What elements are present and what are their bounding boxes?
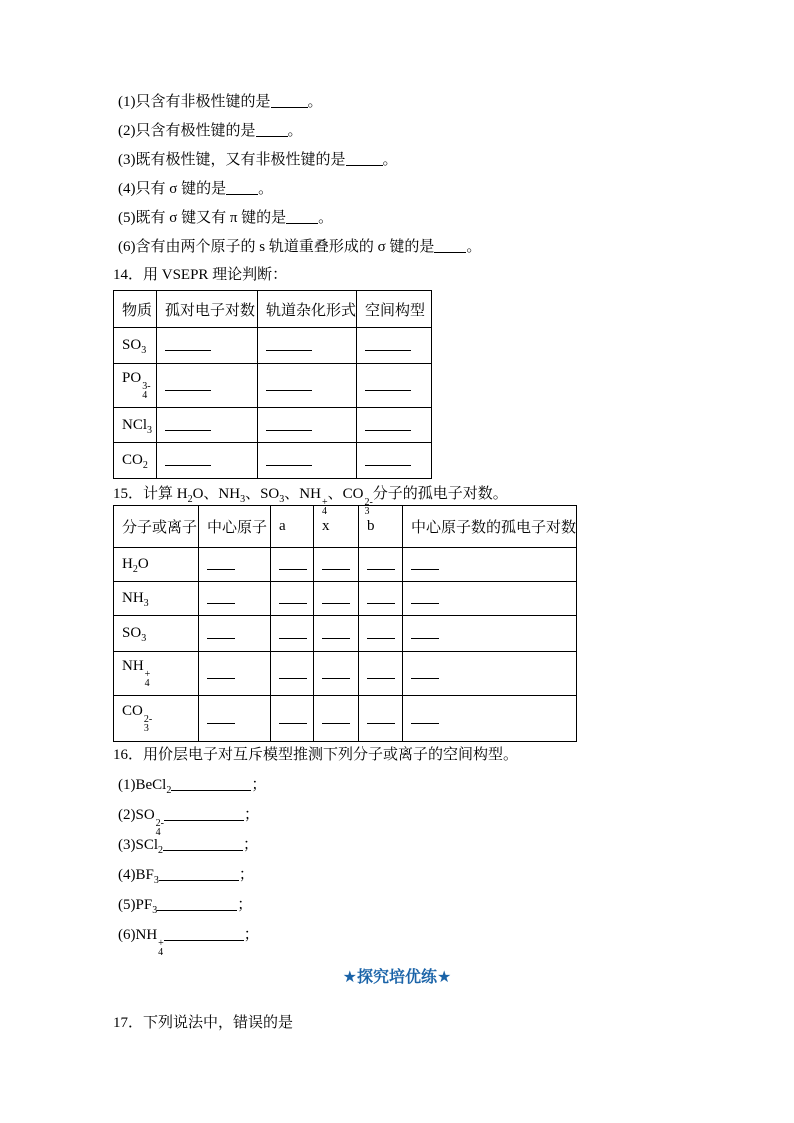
q13-item-5-text: (5)既有 σ 键又有 π 键的是	[118, 210, 287, 226]
q16-item-3	[118, 836, 764, 854]
q13-item-3-period: 。	[382, 152, 398, 168]
blank-line	[346, 152, 383, 166]
blank-line	[279, 665, 307, 679]
blank-line	[365, 337, 411, 351]
blank-line	[411, 665, 439, 679]
blank-line	[411, 625, 439, 639]
q16-item-1	[118, 776, 764, 794]
q14-blank-cell	[357, 328, 432, 364]
q16-item-5-sep: ；	[237, 897, 253, 913]
q15-blank-cell	[271, 696, 314, 742]
blank-line	[367, 590, 395, 604]
row-label-co2: $CO_2$	[114, 443, 157, 479]
q15-header-lone-pair-count: 中心原子数的孤电子对数	[403, 506, 577, 548]
blank-line	[322, 625, 350, 639]
q15-blank-cell	[403, 616, 577, 652]
q15-blank-cell	[199, 616, 271, 652]
blank-line	[367, 625, 395, 639]
q13-item-5-period: 。	[318, 210, 334, 226]
q15-blank-cell	[403, 652, 577, 696]
q15-blank-cell	[403, 696, 577, 742]
blank-line	[165, 377, 211, 391]
q16-item-2	[118, 806, 764, 838]
q13-item-1	[118, 88, 764, 117]
q16-item-5	[118, 896, 764, 914]
q16-item-4-formula: $(4)BF_3$	[118, 867, 159, 886]
blank-line	[411, 556, 439, 570]
section-header-explore-practice: ★探究培优练★	[342, 969, 452, 986]
blank-line	[164, 807, 244, 821]
q15-header-molecule: 分子或离子	[114, 506, 199, 548]
blank-line	[434, 239, 466, 253]
blank-line	[279, 556, 307, 570]
q13-item-3-text: (3)既有极性键，又有非极性键的是	[118, 152, 346, 168]
blank-line	[367, 665, 395, 679]
blank-line	[207, 590, 235, 604]
q14-header-substance: 物质	[114, 291, 157, 328]
q14-blank-cell	[258, 328, 357, 364]
q15-blank-cell	[199, 548, 271, 582]
q15-header-b: b	[359, 506, 403, 548]
q13-item-6-period: 。	[466, 239, 482, 255]
q15-blank-cell	[314, 616, 359, 652]
blank-line	[207, 665, 235, 679]
blank-line	[207, 556, 235, 570]
q15-header-x: x	[314, 506, 359, 548]
q14-row-ncl3	[114, 408, 432, 443]
q15-blank-cell	[271, 616, 314, 652]
q16-item-1-formula: (1)BeCl$_2$	[118, 777, 172, 796]
blank-line	[271, 94, 308, 108]
q15-table-header-row	[114, 506, 577, 548]
q14-blank-cell	[258, 364, 357, 408]
blank-line	[279, 590, 307, 604]
q13-item-4-period: 。	[258, 181, 274, 197]
blank-line	[266, 417, 312, 431]
blank-line	[365, 417, 411, 431]
q15-blank-cell	[199, 652, 271, 696]
blank-line	[322, 665, 350, 679]
q14-row-co2	[114, 443, 432, 479]
q14-blank-cell	[357, 443, 432, 479]
q15-header-central-atom: 中心原子	[199, 506, 271, 548]
blank-line	[163, 837, 243, 851]
q13-item-2-text: (2)只含有极性键的是	[118, 123, 256, 139]
row-label-h2o: $H_2O$	[114, 548, 199, 582]
blank-line	[256, 123, 288, 137]
blank-line	[165, 417, 211, 431]
q14-blank-cell	[258, 408, 357, 443]
q14-row-po4	[114, 364, 432, 408]
row-label-so3: $SO_3$	[114, 328, 157, 364]
q15-blank-cell	[359, 582, 403, 616]
q15-title: 15．计算 $H_2O$、$NH_3$、$SO_3$、NH + 4 、CO 2- 3 分子的孤电子对数。	[113, 486, 508, 517]
q16-item-4-sep: ；	[238, 867, 254, 883]
q13-item-1-period: 。	[307, 94, 323, 110]
blank-line	[279, 625, 307, 639]
blank-line	[157, 897, 237, 911]
q15-blank-cell	[359, 652, 403, 696]
blank-line	[165, 337, 211, 351]
blank-line	[365, 377, 411, 391]
q16-item-1-sep: ；	[251, 777, 267, 793]
blank-line	[171, 777, 251, 791]
blank-line	[279, 710, 307, 724]
row-label-nh4: NH + 4	[114, 652, 199, 696]
blank-line	[322, 556, 350, 570]
blank-line	[266, 452, 312, 466]
q15-row-so3	[114, 616, 577, 652]
q13-item-1-text: (1)只含有非极性键的是	[118, 94, 271, 110]
q15-row-co3	[114, 696, 577, 742]
blank-line	[159, 867, 239, 881]
row-label-nh3: $NH_3$	[114, 582, 199, 616]
blank-line	[322, 710, 350, 724]
q16-item-3-sep: ；	[243, 837, 259, 853]
q16-item-6-formula: (6)NH + 4	[118, 927, 164, 958]
q13-item-2-period: 。	[287, 123, 303, 139]
q15-blank-cell	[359, 696, 403, 742]
blank-line	[367, 710, 395, 724]
q15-blank-cell	[359, 548, 403, 582]
blank-line	[411, 710, 439, 724]
q16-item-3-formula: (3)SCl$_2$	[118, 837, 164, 856]
row-label-so3: $SO_3$	[114, 616, 199, 652]
q16-item-5-formula: $(5)PF_3$	[118, 897, 158, 916]
q14-blank-cell	[157, 443, 258, 479]
row-label-po4: PO 3- 4	[114, 364, 157, 408]
blank-line	[411, 590, 439, 604]
q15-blank-cell	[271, 652, 314, 696]
q16-item-2-formula: (2)SO 2- 4	[118, 807, 165, 838]
q16-item-6	[118, 926, 764, 958]
q13-item-3	[118, 146, 764, 175]
q14-header-hybridization: 轨道杂化形式	[258, 291, 357, 328]
blank-line	[165, 452, 211, 466]
q15-row-nh3	[114, 582, 577, 616]
q14-blank-cell	[258, 443, 357, 479]
blank-line	[164, 927, 244, 941]
q17-title: 17．下列说法中，错误的是	[113, 1015, 294, 1031]
blank-line	[322, 590, 350, 604]
q13-item-2	[118, 117, 764, 146]
q14-header-lone-pairs: 孤对电子对数	[157, 291, 258, 328]
q13-item-4	[118, 175, 764, 204]
q15-blank-cell	[271, 548, 314, 582]
q15-blank-cell	[314, 652, 359, 696]
row-label-co3: CO 2- 3	[114, 696, 199, 742]
row-label-ncl3: NCl$_3$	[114, 408, 157, 443]
q15-blank-cell	[314, 582, 359, 616]
q15-row-nh4	[114, 652, 577, 696]
q16-title: 16．用价层电子对互斥模型推测下列分子或离子的空间构型。	[113, 747, 519, 763]
q15-lone-pair-table	[113, 505, 577, 742]
q16-item-2-sep: ；	[244, 807, 260, 823]
q14-header-geometry: 空间构型	[357, 291, 432, 328]
q14-blank-cell	[157, 328, 258, 364]
q13-item-6	[118, 233, 764, 262]
q14-blank-cell	[157, 364, 258, 408]
q15-blank-cell	[199, 696, 271, 742]
q15-header-a: a	[271, 506, 314, 548]
q15-blank-cell	[359, 616, 403, 652]
blank-line	[226, 181, 258, 195]
q15-blank-cell	[199, 582, 271, 616]
q15-blank-cell	[314, 696, 359, 742]
blank-line	[286, 210, 318, 224]
blank-line	[367, 556, 395, 570]
q14-row-so3	[114, 328, 432, 364]
blank-line	[266, 377, 312, 391]
q13-item-4-text: (4)只有 σ 键的是	[118, 181, 227, 197]
blank-line	[365, 452, 411, 466]
q14-blank-cell	[157, 408, 258, 443]
q14-table-header-row	[114, 291, 432, 328]
q15-blank-cell	[271, 582, 314, 616]
q15-row-h2o	[114, 548, 577, 582]
blank-line	[207, 710, 235, 724]
q15-blank-cell	[403, 548, 577, 582]
q16-item-4	[118, 866, 764, 884]
q15-blank-cell	[403, 582, 577, 616]
q14-title: 14．用 VSEPR 理论判断：	[113, 267, 288, 283]
q14-blank-cell	[357, 364, 432, 408]
q13-item-6-text: (6)含有由两个原子的 s 轨道重叠形成的 σ 键的是	[118, 239, 435, 255]
q13-item-5	[118, 204, 764, 233]
q16-item-6-sep: ；	[243, 927, 259, 943]
q14-blank-cell	[357, 408, 432, 443]
q14-vsepr-table	[113, 290, 432, 479]
blank-line	[266, 337, 312, 351]
q15-blank-cell	[314, 548, 359, 582]
blank-line	[207, 625, 235, 639]
